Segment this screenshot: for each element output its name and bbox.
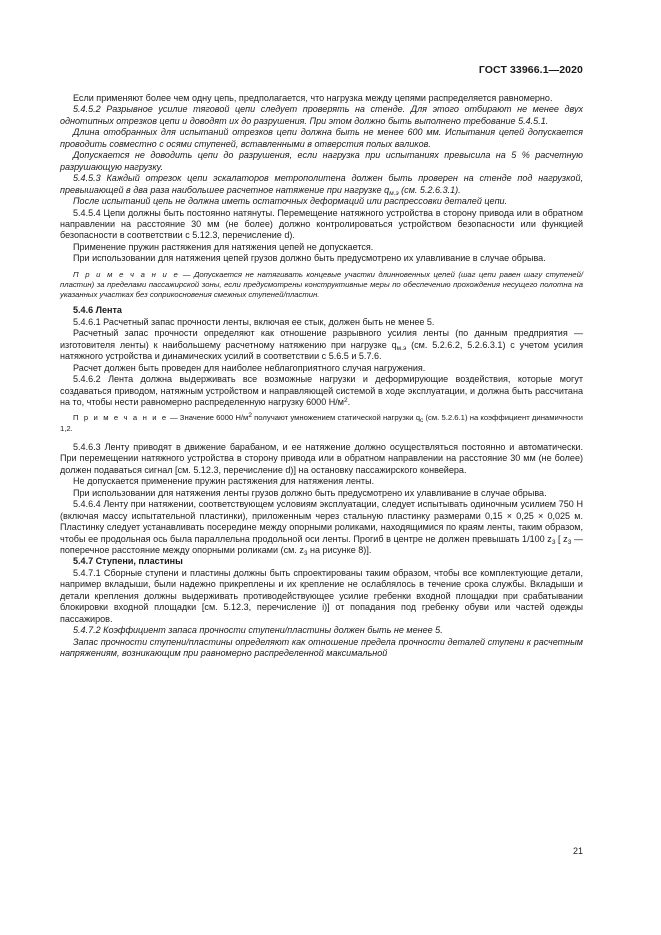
text-run: получают умножением статической нагрузки q: [251, 413, 421, 423]
superscript: 2: [248, 412, 252, 420]
superscript: 2: [344, 397, 348, 405]
text-run: (см. 5.2.6.2, 5.2.6.3.1) с учетом усилия натяжного устройства и динамических усилий в соответствии с 5.6.5 и 5.7.6.: [60, 339, 583, 362]
paragraph: Допускается не доводить цепи до разрушения, если нагрузка при испытаниях превысила на 5 % расчетную разрушающую нагрузку.: [60, 150, 583, 172]
paragraph: Если применяют более чем одну цепь, предполагается, что нагрузка между цепями распределяется равномерно.: [73, 93, 553, 103]
paragraph: [60, 173, 583, 196]
note-label: П р и м е ч а н и е: [73, 413, 168, 423]
paragraph: Расчет должен быть проведен для наиболее неблагоприятного случая нагружения.: [73, 362, 426, 373]
paragraph: [60, 328, 583, 362]
subscript: 3: [551, 538, 556, 546]
paragraph: [60, 499, 583, 556]
note-text: — Допускается не натягивать концевые участки длинновенных цепей (шаг цепи равен шагу ступеней/пластин) за пределами пассажирской зоны, если предусмотрены конструктивные меры по обеспечению прохождения несущего полотна на указанных участках без соприкосновения смежных ступеней/пластин.: [60, 269, 583, 300]
text-run: (см. 5.2.6.1) на коэффициент динамичности 1,2.: [60, 413, 583, 433]
paragraph: 5.4.5.2 Разрывное усилие тяговой цепи следует проверять на стенде. Для этого отбирают не менее двух однотипных отрезков цепи и доводят их до разрушения. При этом должно быть выполнено требование 5.4.5.1.: [60, 104, 583, 126]
text-run: [ z: [555, 533, 568, 544]
paragraph: 5.4.5.4 Цепи должны быть постоянно натянуты. Перемещение натяжного устройства в сторону привода или в обратном направлении на расстояние 30 мм (не более) должно контролироваться устройством безопасности или функцией безопасности в соответствии с 5.12.3, перечисление d).: [60, 207, 583, 241]
page-number: 21: [572, 846, 583, 856]
section-heading: 5.4.7 Ступени, пластины: [73, 556, 183, 567]
paragraph: Длина отобранных для испытаний отрезков цепи должна быть не менее 600 мм. Испытания цепей допускается проводить совместно с осями ступеней, вставленными в отверстия полых валиков.: [60, 127, 583, 149]
paragraph: 5.4.6.3 Ленту приводят в движение барабаном, и ее натяжение должно осуществляться постоянно и автоматически. При перемещении натяжного устройства в сторону привода или в обратном направлении на расстояние 30 мм (не более) должен подаваться сигнал [см. 5.12.3, перечисление d)] на остановку пассажирского конвейера.: [60, 441, 583, 475]
subscript: м.э: [389, 189, 399, 197]
paragraph: При использовании для натяжения цепей грузов должно быть предусмотрено их улавливание в случае обрыва.: [73, 253, 546, 264]
text-run: 5.4.6.4 Ленту при натяжении, соответствующем условиям эксплуатации, следует испытывать одиночным усилием 750 Н (включая массу испытательной пластинки), приложенным через стальную пластинку размерами 0,15 × 0,25 × 0,025 м. Пластинку следует устанавливать посередине между опорными роликами, находящимися по краям ленты, таким образом, чтобы ее продольная ось была параллельна продольной оси ленты. Прогиб в центре не должен превышать 1/100 z: [60, 499, 583, 544]
text-run: — Значение 6000 Н/м: [167, 413, 249, 423]
text-run: 5.4.5.3 Каждый отрезок цепи эскалаторов метрополитена должен быть проверен на стенде под нагрузкой, превышающей в два раза наибольшее расчетное натяжение при нагрузке q: [60, 173, 583, 195]
document-body: [60, 93, 583, 660]
paragraph: [60, 374, 583, 408]
note: [60, 270, 583, 301]
paragraph: 5.4.7.2 Коэффициент запаса прочности ступени/пластины должен быть не менее 5.: [73, 625, 443, 636]
paragraph: При использовании для натяжения ленты грузов должно быть предусмотрено их улавливание в случае обрыва.: [73, 487, 547, 498]
text-run: (см. 5.2.6.3.1).: [398, 184, 461, 195]
paragraph: Запас прочности ступени/пластины определяют как отношение предела прочности деталей ступени к расчетным напряжениям, возникающим при равномерно распределенной максимальной: [60, 636, 583, 659]
paragraph: После испытаний цепь не должна иметь остаточных деформаций или распрессовки деталей цепи.: [73, 196, 508, 207]
subscript: с: [420, 417, 424, 425]
text-run: 5.4.6.2 Лента должна выдерживать все возможные нагрузки и деформирующие воздействия, которые могут создаваться приводом, натяжным устройством и направляющей системой в ходе эксплуатации, и должна быть рассчитана на то, чтобы нести равномерно распределенную нагрузку 6000 Н/м: [60, 374, 583, 408]
paragraph: 5.4.7.1 Сборные ступени и пластины должны быть спроектированы таким образом, чтобы все комплектующие детали, например вкладыши, были надежно прикреплены и их крепление не ослаблялось в течение срока службы. Вкладыши и детали крепления должны выдерживать противодействующее усилие гребенки входной площадки при срабатывании блокировки входной площадки [см. 5.12.3, перечисление i)] от попадания под гребенку обуви или частей одежды пассажиров.: [60, 567, 583, 624]
text-run: — поперечное расстояние между опорными роликами (см. z: [60, 533, 583, 555]
paragraph: Не допускается применение пружин растяжения для натяжения ленты.: [73, 476, 375, 487]
note-label: П р и м е ч а н и е: [73, 269, 180, 279]
section-heading: 5.4.6 Лента: [73, 305, 122, 316]
subscript: 3: [303, 549, 308, 557]
subscript: 3: [567, 538, 572, 546]
note: [60, 413, 583, 433]
text-run: .: [347, 397, 351, 408]
text-run: на рисунке 8)].: [307, 544, 372, 555]
paragraph: Применение пружин растяжения для натяжения цепей не допускается.: [73, 241, 374, 252]
paragraph: 5.4.6.1 Расчетный запас прочности ленты, включая ее стык, должен быть не менее 5.: [73, 316, 435, 327]
document-header: ГОСТ 33966.1—2020: [478, 64, 583, 76]
text-run: Расчетный запас прочности определяют как отношение разрывного усилия ленты (по данным предприятия — изготовителя ленты) к наибольшему расчетному натяжению при нагрузке q: [60, 328, 583, 350]
subscript: м.э: [396, 344, 407, 352]
